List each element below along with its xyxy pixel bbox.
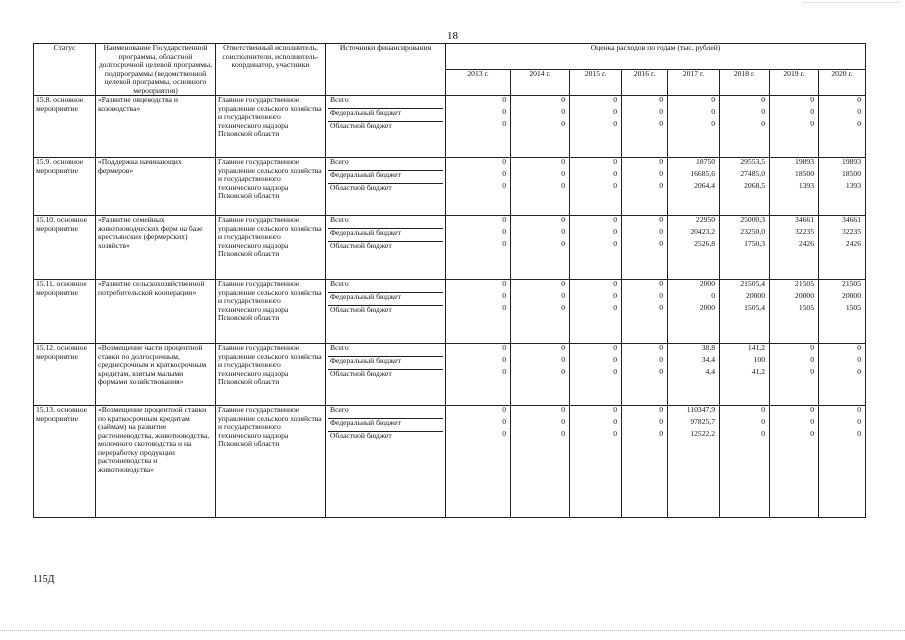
cost-value: 1750,3 (744, 239, 765, 248)
document-code: 115Д (33, 574, 55, 585)
cost-value: 0 (659, 405, 663, 414)
cost-value: 0 (502, 343, 506, 352)
funding-source-label: Всего (328, 280, 443, 293)
row-executor: Главное государственное управление сельского хозяйства и государственного технического надзора Псковской области (216, 216, 326, 280)
cost-value: 0 (810, 119, 814, 128)
header-year: 2014 г. (511, 70, 570, 96)
cost-value: 0 (502, 119, 506, 128)
cost-value: 25000,3 (740, 215, 765, 224)
year-values-cell (819, 96, 866, 158)
cost-value: 19893 (795, 157, 814, 166)
row-funding-sources (326, 344, 446, 406)
cost-value: 1393 (798, 181, 814, 190)
row-funding-sources (326, 96, 446, 158)
cost-value: 0 (561, 279, 565, 288)
row-program-name: «Развитие сельскохозяйственной потребительской кооперации» (96, 280, 216, 344)
year-values-cell (511, 96, 570, 158)
cost-value: 34661 (842, 215, 862, 224)
cost-value: 21505,4 (740, 279, 765, 288)
header-executor: Ответственный исполнитель, соисполнители, исполнитель-координатор, участники (216, 44, 326, 96)
cost-value: 34,4 (701, 355, 715, 364)
year-values-cell (446, 280, 511, 344)
cost-value: 0 (810, 417, 814, 426)
row-program-name: «Возмещение части процентной ставки по долгосрочным, среднесрочным и краткосрочным кредитам, взятым малыми формами хозяйствования» (96, 344, 216, 406)
cost-value: 20423,2 (690, 227, 715, 236)
cost-value: 1393 (845, 181, 862, 190)
row-funding-sources (326, 158, 446, 216)
year-values-cell (819, 280, 866, 344)
year-values-cell (570, 280, 622, 344)
row-funding-sources (326, 406, 446, 518)
row-status: 15.8. основное мероприятие (34, 96, 96, 158)
cost-value: 0 (561, 107, 565, 116)
cost-value: 0 (857, 355, 862, 364)
year-values-cell (570, 96, 622, 158)
cost-value: 0 (613, 279, 617, 288)
cost-value: 0 (502, 95, 506, 104)
cost-value: 2000 (699, 279, 715, 288)
cost-value: 0 (613, 227, 617, 236)
header-year: 2013 г. (446, 70, 511, 96)
year-values-cell (446, 344, 511, 406)
cost-value: 20000 (746, 291, 765, 300)
cost-value: 0 (502, 417, 506, 426)
cost-value: 0 (659, 429, 663, 438)
year-values-cell (668, 216, 720, 280)
row-executor: Главное государственное управление сельского хозяйства и государственного технического надзора Псковской области (216, 158, 326, 216)
cost-value: 0 (810, 343, 814, 352)
cost-value: 16685,6 (690, 169, 715, 178)
funding-source-label: Всего (328, 158, 443, 171)
funding-source-label: Федеральный бюджет (328, 171, 443, 184)
cost-value: 0 (561, 429, 565, 438)
cost-value: 0 (502, 107, 506, 116)
year-values-cell (720, 96, 770, 158)
header-year: 2020 г. (819, 70, 866, 96)
cost-value: 0 (659, 417, 663, 426)
cost-value: 110347,9 (686, 405, 715, 414)
year-values-cell (770, 280, 819, 344)
cost-value: 0 (613, 405, 617, 414)
cost-value: 0 (659, 95, 663, 104)
year-values-cell (446, 216, 511, 280)
year-values-cell (668, 96, 720, 158)
year-values-cell (622, 344, 668, 406)
cost-value: 0 (613, 303, 617, 312)
cost-value: 0 (659, 343, 663, 352)
year-values-cell (570, 216, 622, 280)
cost-value: 0 (502, 169, 506, 178)
cost-value: 0 (613, 239, 617, 248)
cost-value: 0 (502, 429, 506, 438)
cost-value: 0 (711, 95, 715, 104)
cost-value: 0 (561, 215, 565, 224)
cost-value: 20000 (795, 291, 814, 300)
row-funding-sources (326, 216, 446, 280)
year-values-cell (622, 96, 668, 158)
cost-value: 0 (561, 95, 565, 104)
cost-value: 29553,5 (740, 157, 765, 166)
cost-value: 0 (659, 303, 663, 312)
year-values-cell (511, 280, 570, 344)
cost-value: 0 (711, 119, 715, 128)
cost-value: 0 (857, 405, 862, 414)
cost-value: 0 (502, 367, 506, 376)
cost-value: 0 (659, 181, 663, 190)
cost-value: 0 (711, 291, 715, 300)
cost-value: 0 (561, 119, 565, 128)
cost-value: 0 (761, 107, 765, 116)
year-values-cell (720, 280, 770, 344)
row-program-name: «Развитие овцеводства и козоводства» (96, 96, 216, 158)
funding-source-label: Областной бюджет (330, 306, 392, 314)
cost-value: 0 (810, 429, 814, 438)
cost-value: 0 (561, 417, 565, 426)
cost-value: 0 (502, 227, 506, 236)
year-values-cell (570, 344, 622, 406)
cost-value: 0 (613, 169, 617, 178)
cost-value: 21505 (842, 279, 862, 288)
cost-value: 0 (810, 405, 814, 414)
cost-value: 0 (561, 405, 565, 414)
year-values-cell (511, 216, 570, 280)
row-status: 15.9. основное мероприятие (34, 158, 96, 216)
cost-value: 0 (502, 279, 506, 288)
year-values-cell (446, 158, 511, 216)
cost-value: 0 (561, 157, 565, 166)
cost-value: 2068,5 (744, 181, 765, 190)
year-values-cell (622, 280, 668, 344)
table-row (34, 280, 866, 344)
year-values-cell (770, 344, 819, 406)
row-program-name: «Развитие семейных животноводческих ферм на базе крестьянских (фермерских) хозяйств» (96, 216, 216, 280)
funding-source-label: Областной бюджет (330, 432, 392, 440)
table-row (34, 96, 866, 158)
year-values-cell (819, 158, 866, 216)
cost-value: 0 (659, 279, 663, 288)
cost-value: 0 (857, 367, 862, 376)
cost-value: 2426 (845, 239, 862, 248)
table-row (34, 344, 866, 406)
year-values-cell (770, 406, 819, 518)
cost-value: 100 (753, 355, 765, 364)
cost-value: 0 (857, 107, 862, 116)
header-program-name: Наименование Государственной программы, областной долгосрочной целевой программы, подпрограммы (ведомственной целевой программы, основного мероприятия) (96, 44, 216, 96)
cost-value: 0 (502, 239, 506, 248)
cost-value: 0 (857, 119, 862, 128)
cost-value: 0 (659, 215, 663, 224)
cost-value: 0 (561, 291, 565, 300)
row-program-name: «Поддержка начинающих фермеров» (96, 158, 216, 216)
header-cost-estimate: Оценка расходов по годам (тыс. рублей) (446, 44, 866, 70)
funding-source-label: Всего (328, 216, 443, 229)
row-status: 15.11. основное мероприятие (34, 280, 96, 344)
cost-value: 0 (561, 343, 565, 352)
row-funding-sources (326, 280, 446, 344)
funding-source-label: Всего (328, 344, 443, 357)
cost-value: 0 (613, 367, 617, 376)
funding-source-label: Федеральный бюджет (328, 357, 443, 370)
cost-value: 0 (561, 181, 565, 190)
year-values-cell (770, 158, 819, 216)
cost-value: 0 (613, 429, 617, 438)
cost-value: 0 (659, 227, 663, 236)
cost-value: 0 (613, 107, 617, 116)
cost-value: 0 (761, 95, 765, 104)
cost-value: 0 (810, 107, 814, 116)
cost-value: 0 (857, 343, 862, 352)
cost-value: 0 (659, 291, 663, 300)
cost-value: 0 (761, 405, 765, 414)
cost-value: 0 (613, 95, 617, 104)
header-year: 2017 г. (668, 70, 720, 96)
cost-value: 2426 (798, 239, 814, 248)
cost-value: 32235 (795, 227, 814, 236)
cost-value: 0 (502, 157, 506, 166)
year-values-cell (720, 406, 770, 518)
cost-value: 0 (761, 417, 765, 426)
year-values-cell (511, 158, 570, 216)
funding-source-label: Всего (328, 96, 443, 109)
header-funding-sources: Источники финансирования (326, 44, 446, 96)
cost-value: 0 (613, 417, 617, 426)
header-status: Статус (34, 44, 96, 96)
cost-value: 18750 (696, 157, 715, 166)
year-values-cell (770, 96, 819, 158)
row-status: 15.12. основное мероприятие (34, 344, 96, 406)
cost-value: 97825,7 (690, 417, 715, 426)
year-values-cell (446, 406, 511, 518)
cost-value: 1505,4 (744, 303, 765, 312)
header-row-top (34, 44, 866, 70)
cost-value: 0 (857, 417, 862, 426)
cost-value: 34661 (795, 215, 814, 224)
cost-value: 0 (711, 107, 715, 116)
cost-value: 41,2 (751, 367, 765, 376)
year-values-cell (668, 280, 720, 344)
row-status: 15.13. основное мероприятие (34, 406, 96, 518)
row-executor: Главное государственное управление сельского хозяйства и государственного технического надзора Псковской области (216, 344, 326, 406)
cost-value: 21505 (795, 279, 814, 288)
year-values-cell (720, 344, 770, 406)
cost-value: 0 (810, 367, 814, 376)
scan-artifact (804, 2, 899, 4)
cost-value: 4,4 (705, 367, 715, 376)
year-values-cell (819, 216, 866, 280)
year-values-cell (622, 216, 668, 280)
cost-value: 19893 (842, 157, 862, 166)
cost-value: 12522,2 (690, 429, 715, 438)
funding-source-label: Областной бюджет (330, 122, 392, 130)
scan-artifact (0, 630, 905, 632)
cost-value: 38,8 (701, 343, 715, 352)
year-values-cell (622, 406, 668, 518)
funding-source-label: Федеральный бюджет (328, 109, 443, 122)
year-values-cell (622, 158, 668, 216)
year-values-cell (819, 344, 866, 406)
header-year: 2019 г. (770, 70, 819, 96)
cost-value: 2526,8 (694, 239, 715, 248)
cost-value: 0 (761, 429, 765, 438)
cost-value: 0 (613, 157, 617, 166)
cost-value: 22950 (696, 215, 715, 224)
cost-value: 0 (502, 405, 506, 414)
cost-value: 0 (502, 303, 506, 312)
cost-value: 0 (857, 429, 862, 438)
cost-value: 0 (561, 355, 565, 364)
year-values-cell (570, 158, 622, 216)
funding-source-label: Федеральный бюджет (328, 419, 443, 432)
year-values-cell (668, 344, 720, 406)
year-values-cell (668, 406, 720, 518)
year-values-cell (770, 216, 819, 280)
row-executor: Главное государственное управление сельского хозяйства и государственного технического надзора Псковской области (216, 96, 326, 158)
header-year: 2016 г. (622, 70, 668, 96)
cost-value: 0 (502, 181, 506, 190)
cost-value: 0 (613, 215, 617, 224)
header-year: 2015 г. (570, 70, 622, 96)
cost-value: 0 (502, 355, 506, 364)
cost-value: 0 (659, 107, 663, 116)
cost-value: 0 (561, 169, 565, 178)
cost-value: 23250,0 (740, 227, 765, 236)
cost-value: 0 (502, 291, 506, 300)
funding-source-label: Федеральный бюджет (328, 293, 443, 306)
cost-value: 18500 (795, 169, 814, 178)
year-values-cell (720, 158, 770, 216)
year-values-cell (720, 216, 770, 280)
cost-value: 0 (659, 157, 663, 166)
year-values-cell (446, 96, 511, 158)
cost-value: 0 (502, 215, 506, 224)
funding-source-label: Областной бюджет (330, 184, 392, 192)
cost-value: 1505 (845, 303, 862, 312)
cost-value: 20000 (842, 291, 862, 300)
header-year: 2018 г. (720, 70, 770, 96)
cost-value: 0 (561, 367, 565, 376)
funding-source-label: Областной бюджет (330, 242, 392, 250)
table-row (34, 406, 866, 518)
table-row (34, 158, 866, 216)
cost-value: 0 (659, 119, 663, 128)
funding-source-label: Федеральный бюджет (328, 229, 443, 242)
row-executor: Главное государственное управление сельского хозяйства и государственного технического надзора Псковской области (216, 406, 326, 518)
cost-value: 0 (613, 291, 617, 300)
year-values-cell (511, 406, 570, 518)
cost-value: 0 (561, 239, 565, 248)
cost-value: 0 (561, 303, 565, 312)
year-values-cell (668, 158, 720, 216)
year-values-cell (819, 406, 866, 518)
cost-value: 18500 (842, 169, 862, 178)
cost-value: 27485,0 (740, 169, 765, 178)
row-status: 15.10. основное мероприятие (34, 216, 96, 280)
cost-value: 0 (857, 95, 862, 104)
expenditure-table (33, 43, 866, 518)
funding-source-label: Областной бюджет (330, 370, 392, 378)
cost-value: 141,2 (747, 343, 765, 352)
cost-value: 0 (613, 119, 617, 128)
funding-source-label: Всего (328, 406, 443, 419)
cost-value: 0 (561, 227, 565, 236)
cost-value: 0 (810, 95, 814, 104)
cost-value: 2064,4 (694, 181, 715, 190)
cost-value: 0 (613, 181, 617, 190)
cost-value: 0 (659, 355, 663, 364)
row-program-name: «Возмещение процентной ставки по краткосрочным кредитам (займам) на развитие растениеводства, животноводства, молочного скотоводства и на переработку продукции растениеводства и животноводства» (96, 406, 216, 518)
year-values-cell (570, 406, 622, 518)
year-values-cell (511, 344, 570, 406)
cost-value: 0 (659, 367, 663, 376)
cost-value: 0 (761, 119, 765, 128)
cost-value: 1505 (798, 303, 814, 312)
table-row (34, 216, 866, 280)
row-executor: Главное государственное управление сельского хозяйства и государственного технического надзора Псковской области (216, 280, 326, 344)
cost-value: 0 (613, 343, 617, 352)
cost-value: 0 (810, 355, 814, 364)
cost-value: 32235 (842, 227, 862, 236)
cost-value: 0 (613, 355, 617, 364)
page-number: 18 (447, 30, 458, 42)
cost-value: 0 (659, 169, 663, 178)
cost-value: 2000 (699, 303, 715, 312)
cost-value: 0 (659, 239, 663, 248)
